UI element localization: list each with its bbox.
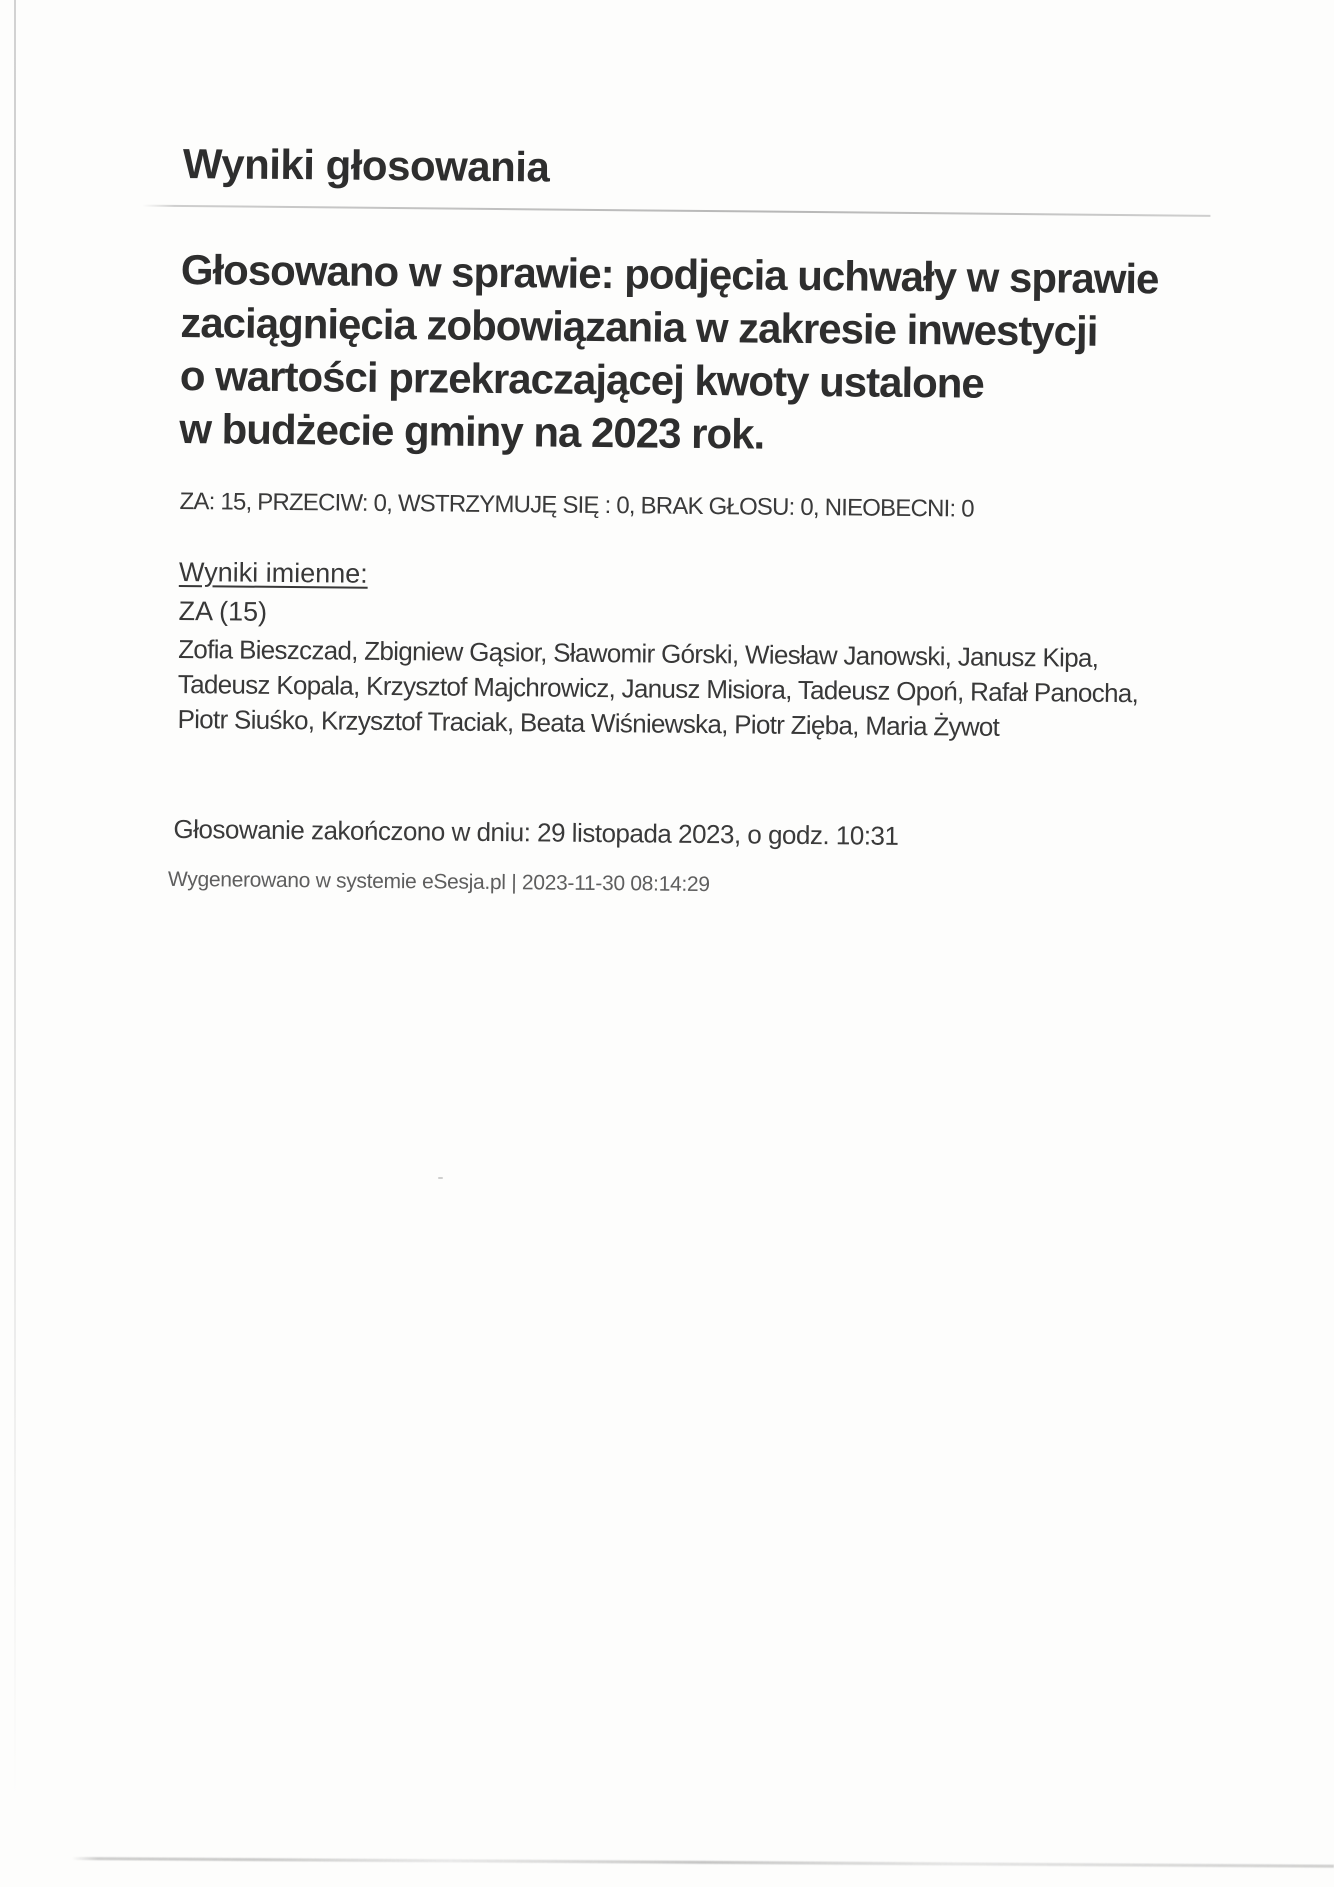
za-group-label: ZA (15) — [178, 595, 268, 627]
vote-subject-line-1: Głosowano w sprawie: podjęcia uchwały w sprawie — [180, 245, 1159, 303]
generated-by-line: Wygenerowano w systemie eSesja.pl | 2023-11-30 08:14:29 — [167, 867, 710, 897]
vote-subject-line-4: w budżecie gminy na 2023 rok. — [179, 404, 765, 458]
voting-closed-line: Głosowanie zakończono w dniu: 29 listopada 2023, o godz. 10:31 — [173, 813, 899, 851]
named-results-label: Wyniki imienne: — [178, 556, 368, 589]
page-title: Wyniki głosowania — [182, 139, 550, 191]
za-voter-names-line-3: Piotr Siuśko, Krzysztof Traciak, Beata Wiśniewska, Piotr Zięba, Maria Żywot — [177, 703, 1000, 742]
scan-speck-artifact — [438, 1177, 443, 1179]
za-voter-names-line-1: Zofia Bieszczad, Zbigniew Gąsior, Sławomir Górski, Wiesław Janowski, Janusz Kipa, — [178, 633, 1099, 673]
za-voter-names-line-2: Tadeusz Kopala, Krzysztof Majchrowicz, Janusz Misiora, Tadeusz Opoń, Rafał Panocha, — [177, 668, 1139, 709]
vote-subject-heading — [179, 243, 1159, 464]
vote-subject-line-3: o wartości przekraczającej kwoty ustalone — [179, 351, 985, 407]
title-divider-rule — [142, 205, 1210, 217]
vote-summary-line: ZA: 15, PRZECIW: 0, WSTRZYMUJĘ SIĘ : 0, BRAK GŁOSU: 0, NIEOBECNI: 0 — [179, 487, 974, 523]
scan-left-edge-artifact — [14, 0, 16, 1800]
za-voter-names — [177, 632, 1138, 746]
vote-subject-line-2: zaciągnięcia zobowiązania w zakresie inwestycji — [180, 298, 1098, 355]
